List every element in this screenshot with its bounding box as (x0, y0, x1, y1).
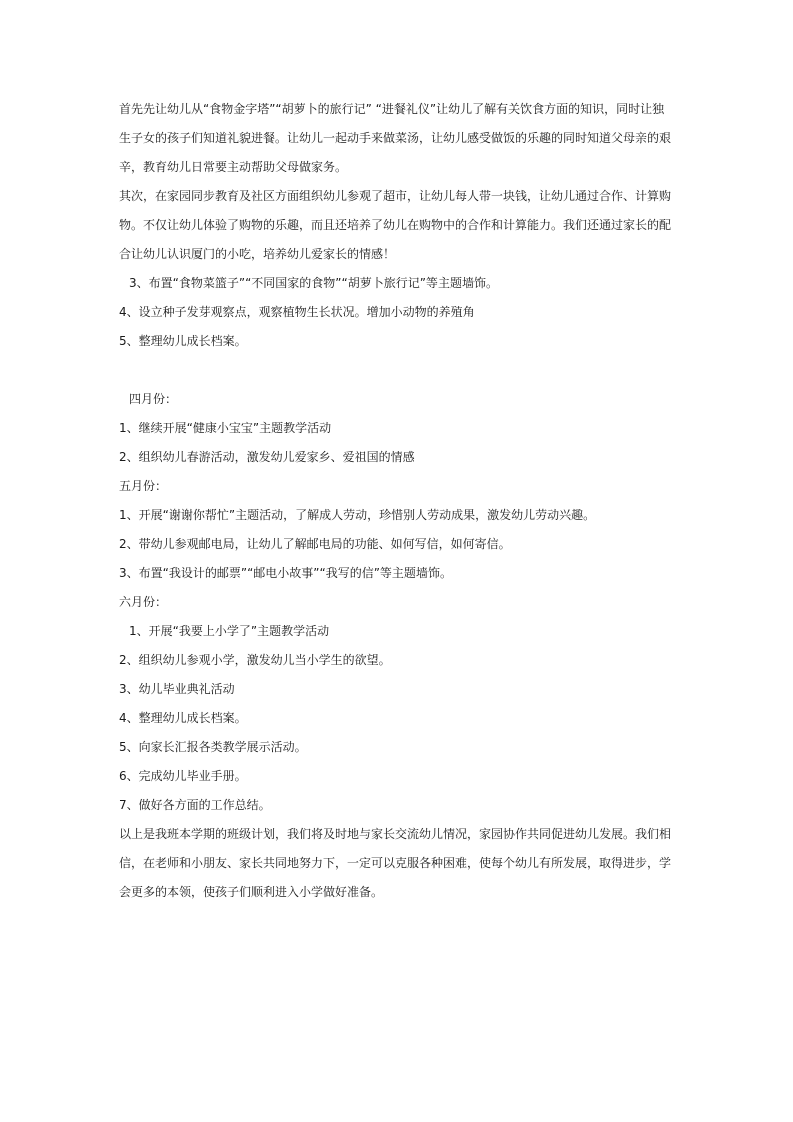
list-item: 7、做好各方面的工作总结。 (119, 798, 271, 812)
list-item: 2、带幼儿参观邮电局，让幼儿了解邮电局的功能、如何写信，如何寄信。 (119, 537, 511, 551)
list-item: 3、幼儿毕业典礼活动 (119, 682, 235, 696)
paragraph-closing: 以上是我班本学期的班级计划，我们将及时地与家长交流幼儿情况，家园协作共同促进幼儿发展。我们相信，在老师和小朋友、家长共同地努力下，一定可以克服各种困难，使每个幼儿有所发展，取得进步，学会更多的本领，使孩子们顺利进入小学做好准备。 (119, 827, 672, 899)
paragraph-diet-education: 首先先让幼儿从“食物金字塔”“胡萝卜的旅行记” “进餐礼仪”让幼儿了解有关饮食方面的知识，同时让独生子女的孩子们知道礼貌进餐。让幼儿一起动手来做菜汤，让幼儿感受做饭的乐趣的同时知道父母亲的艰辛，教育幼儿日常要主动帮助父母做家务。 (119, 102, 672, 174)
list-item: 2、组织幼儿参观小学，激发幼儿当小学生的欲望。 (119, 653, 391, 667)
list-item: 1、继续开展“健康小宝宝”主题教学活动 (119, 421, 332, 435)
list-item: 3、布置“食物菜篮子”“不同国家的食物”“胡萝卜旅行记”等主题墙饰。 (129, 276, 498, 290)
list-item: 5、向家长汇报各类教学展示活动。 (119, 740, 307, 754)
list-item: 1、开展“我要上小学了”主题教学活动 (129, 624, 330, 638)
list-item: 3、布置“我设计的邮票”“邮电小故事”“我写的信”等主题墙饰。 (119, 566, 452, 580)
list-item: 5、整理幼儿成长档案。 (119, 334, 247, 348)
document-body (119, 95, 675, 907)
blank-line (119, 356, 675, 385)
list-item: 4、设立种子发芽观察点，观察植物生长状况。增加小动物的养殖角 (119, 305, 475, 319)
list-item: 2、组织幼儿春游活动，激发幼儿爱家乡、爱祖国的情感 (119, 450, 415, 464)
section-heading-april: 四月份： (129, 392, 178, 406)
list-item: 6、完成幼儿毕业手册。 (119, 769, 247, 783)
section-heading-may: 五月份： (119, 479, 168, 493)
section-heading-june: 六月份： (119, 595, 168, 609)
list-item: 1、开展“谢谢你帮忙”主题活动，了解成人劳动，珍惜别人劳动成果，激发幼儿劳动兴趣。 (119, 508, 596, 522)
paragraph-community-activities: 其次，在家园同步教育及社区方面组织幼儿参观了超市，让幼儿每人带一块钱，让幼儿通过合作、计算购物。不仅让幼儿体验了购物的乐趣，而且还培养了幼儿在购物中的合作和计算能力。我们还通过家长的配合让幼儿认识厦门的小吃，培养幼儿爱家长的情感！ (119, 189, 672, 261)
list-item: 4、整理幼儿成长档案。 (119, 711, 247, 725)
